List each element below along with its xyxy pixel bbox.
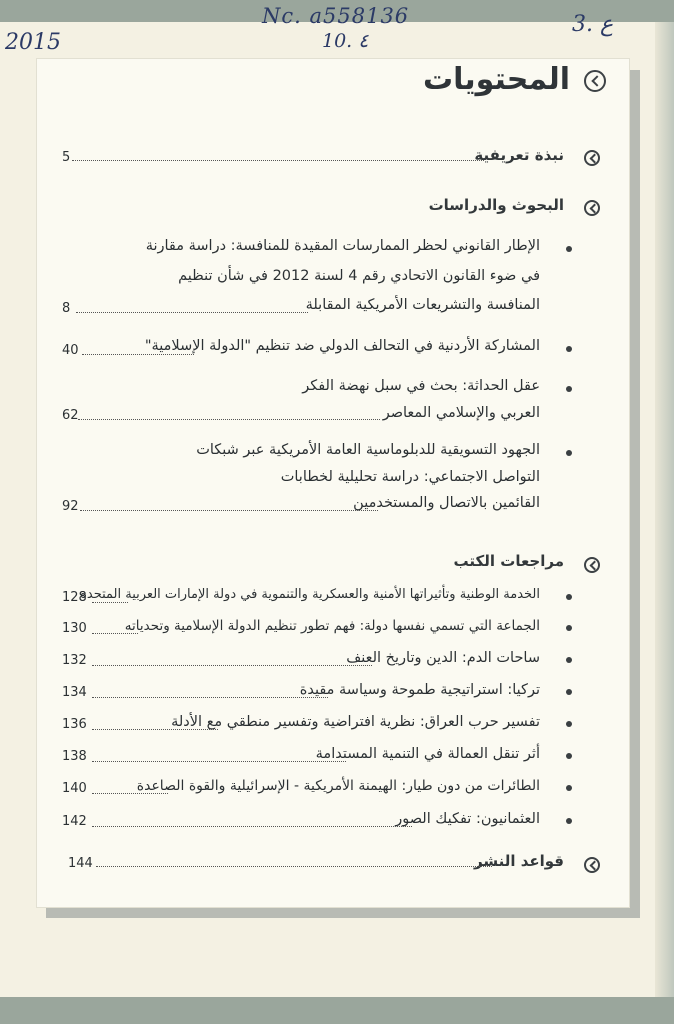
dot-leader — [92, 697, 328, 698]
entry-line: المنافسة والتشريعات الأمريكية المقابلة — [305, 297, 540, 313]
entry-line: الجهود التسويقية للدبلوماسية العامة الأمريكية عبر شبكات — [196, 442, 540, 458]
toc-entry[interactable] — [62, 746, 572, 768]
toc-entry[interactable] — [62, 682, 572, 704]
bullet-icon — [566, 721, 572, 727]
page-number: 5 — [62, 150, 71, 165]
bullet-icon — [566, 386, 572, 392]
entry-line: ساحات الدم: الدين وتاريخ العنف — [346, 650, 540, 666]
entry-line: الطائرات من دون طيار: الهيمنة الأمريكية - الإسرائيلية والقوة الصاعدة — [136, 778, 540, 794]
bullet-icon — [566, 753, 572, 759]
intro-heading: نبذة تعريفية — [474, 146, 564, 164]
contents-header — [410, 62, 606, 98]
page-number: 40 — [62, 343, 79, 358]
page-number: 138 — [62, 749, 87, 764]
toc-entry[interactable] — [62, 587, 572, 609]
entry-line: تفسير حرب العراق: نظرية افتراضية وتفسير منطقي مع الأدلة — [171, 714, 540, 730]
entry-line: العربي والإسلامي المعاصر — [382, 405, 540, 421]
arrow-left-icon — [584, 857, 600, 873]
bullet-icon — [566, 450, 572, 456]
arrow-left-icon — [584, 200, 600, 216]
entry-line: تركيا: استراتيجية طموحة وسياسة مقيدة — [299, 682, 540, 698]
page-number: 140 — [62, 781, 87, 796]
page-number: 134 — [62, 685, 87, 700]
arrow-left-icon — [584, 70, 606, 92]
dot-leader — [92, 729, 218, 730]
entry-line: المشاركة الأردنية في التحالف الدولي ضد تنظيم "الدولة الإسلامية" — [144, 338, 540, 354]
arrow-left-icon — [584, 150, 600, 166]
entry-line: العثمانيون: تفكيك الصور — [395, 811, 540, 827]
toc-entry[interactable] — [62, 714, 572, 736]
dot-leader — [72, 160, 484, 161]
entry-line: الجماعة التي تسمي نفسها دولة: فهم تطور تنظيم الدولة الإسلامية وتحدياته — [124, 618, 540, 634]
page-number: 136 — [62, 717, 87, 732]
toc-entry[interactable] — [62, 778, 572, 800]
bullet-icon — [566, 625, 572, 631]
page-number: 132 — [62, 653, 87, 668]
handwritten-volume: 3. ع — [572, 12, 614, 37]
entry-line: في ضوء القانون الاتحادي رقم 4 لسنة 2012 في شأن تنظيم — [178, 268, 540, 284]
arrow-left-icon — [584, 557, 600, 573]
rules-heading: قواعد النشر — [474, 852, 564, 870]
toc-entry[interactable] — [62, 618, 572, 640]
page-number: 144 — [68, 856, 93, 871]
research-heading: البحوث والدراسات — [428, 196, 564, 214]
toc-entry[interactable] — [62, 650, 572, 672]
entry-line: القائمين بالاتصال والمستخدمين — [353, 495, 540, 511]
page-title: المحتويات — [422, 62, 570, 97]
bullet-icon — [566, 246, 572, 252]
dot-leader — [92, 602, 128, 603]
handwritten-year: 2015 — [5, 30, 61, 55]
entry-line: أثر تنقل العمالة في التنمية المستدامة — [315, 746, 540, 762]
bullet-icon — [566, 689, 572, 695]
dot-leader — [92, 761, 346, 762]
page-number: 130 — [62, 621, 87, 636]
bullet-icon — [566, 818, 572, 824]
toc-entry[interactable] — [62, 442, 572, 514]
dot-leader — [92, 826, 412, 827]
entry-line: عقل الحداثة: بحث في سبل نهضة الفكر — [302, 378, 540, 394]
reviews-heading: مراجعات الكتب — [453, 552, 564, 570]
dot-leader — [92, 633, 138, 634]
entry-line: الخدمة الوطنية وتأثيراتها الأمنية والعسكرية والتنموية في دولة الإمارات العربية المتحدة — [80, 587, 540, 602]
bullet-icon — [566, 346, 572, 352]
page-number: 128 — [62, 590, 87, 605]
dot-leader — [76, 312, 308, 313]
handwritten-call-number: Nc. a558136 — [262, 4, 410, 28]
page-number: 62 — [62, 408, 79, 423]
dot-leader — [92, 793, 168, 794]
dot-leader — [78, 419, 380, 420]
dot-leader — [92, 665, 372, 666]
page-number: 92 — [62, 499, 79, 514]
bullet-icon — [566, 594, 572, 600]
toc-entry[interactable] — [62, 238, 572, 318]
entry-line: التواصل الاجتماعي: دراسة تحليلية لخطابات — [280, 469, 540, 485]
toc-entry[interactable] — [62, 338, 572, 360]
page-number: 142 — [62, 814, 87, 829]
entry-line: الإطار القانوني لحظر الممارسات المقيدة للمنافسة: دراسة مقارنة — [145, 238, 540, 254]
dot-leader — [80, 510, 378, 511]
dot-leader — [82, 354, 194, 355]
page-number: 8 — [62, 301, 71, 316]
toc-entry[interactable] — [62, 811, 572, 833]
page-edge — [655, 22, 674, 997]
dot-leader — [96, 866, 492, 867]
bullet-icon — [566, 785, 572, 791]
handwritten-class-number: 10. ٤ — [322, 30, 369, 52]
bullet-icon — [566, 657, 572, 663]
toc-entry[interactable] — [62, 378, 572, 424]
